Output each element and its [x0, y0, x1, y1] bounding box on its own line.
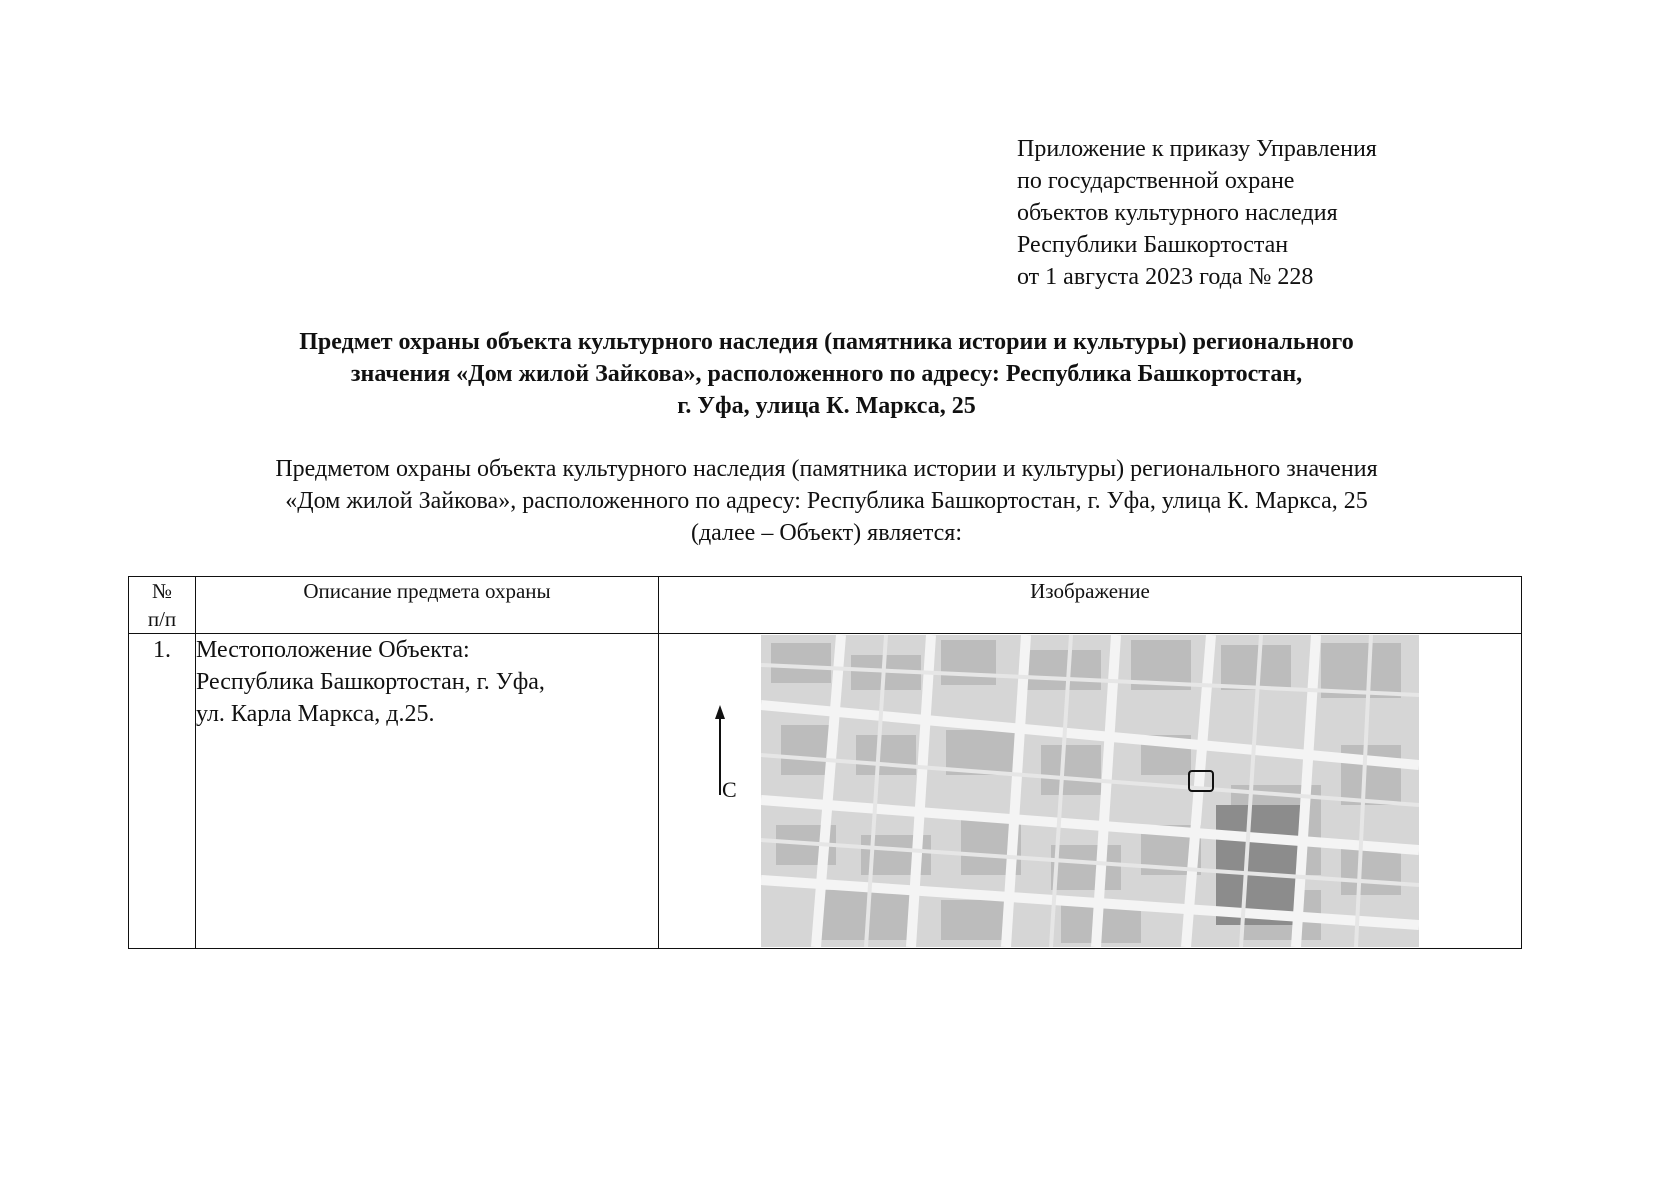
- title-line: Предмет охраны объекта культурного наследия (памятника истории и культуры) регионального: [299, 329, 1354, 355]
- header-number: [129, 577, 196, 634]
- protection-subject-table: [128, 576, 1522, 949]
- row-description: [196, 634, 659, 949]
- appendix-line: от 1 августа 2023 года № 228: [1017, 264, 1314, 290]
- title-line: значения «Дом жилой Зайкова», расположенного по адресу: Республика Башкортостан,: [350, 361, 1303, 387]
- row-number: 1.: [129, 634, 196, 949]
- header-number-symbol: №: [151, 579, 173, 603]
- row-image-cell: [659, 634, 1522, 949]
- appendix-line: Республики Башкортостан: [1017, 232, 1289, 258]
- appendix-header: [1017, 133, 1377, 293]
- intro-line: Предметом охраны объекта культурного наследия (памятника истории и культуры) регионального значения: [275, 456, 1378, 482]
- intro-paragraph: [0, 453, 1653, 549]
- header-description: Описание предмета охраны: [196, 577, 659, 634]
- table-header-row: [129, 577, 1522, 634]
- intro-line: (далее – Объект) является:: [690, 520, 963, 546]
- description-line: Местоположение Объекта:: [196, 637, 470, 663]
- appendix-line: объектов культурного наследия: [1017, 200, 1338, 226]
- table-row: [129, 634, 1522, 949]
- header-image: Изображение: [659, 577, 1522, 634]
- document-title: [0, 326, 1653, 422]
- appendix-line: Приложение к приказу Управления: [1017, 136, 1377, 162]
- description-line: ул. Карла Маркса, д.25.: [196, 701, 435, 727]
- title-line: г. Уфа, улица К. Маркса, 25: [677, 393, 976, 419]
- intro-line: «Дом жилой Зайкова», расположенного по адресу: Республика Башкортостан, г. Уфа, улица К. Маркса, 25: [285, 488, 1368, 514]
- description-line: Республика Башкортостан, г. Уфа,: [196, 669, 545, 695]
- appendix-line: по государственной охране: [1017, 168, 1295, 194]
- north-label: С: [722, 777, 737, 802]
- header-number-abbrev: п/п: [147, 607, 177, 631]
- street-map-icon: [761, 635, 1419, 947]
